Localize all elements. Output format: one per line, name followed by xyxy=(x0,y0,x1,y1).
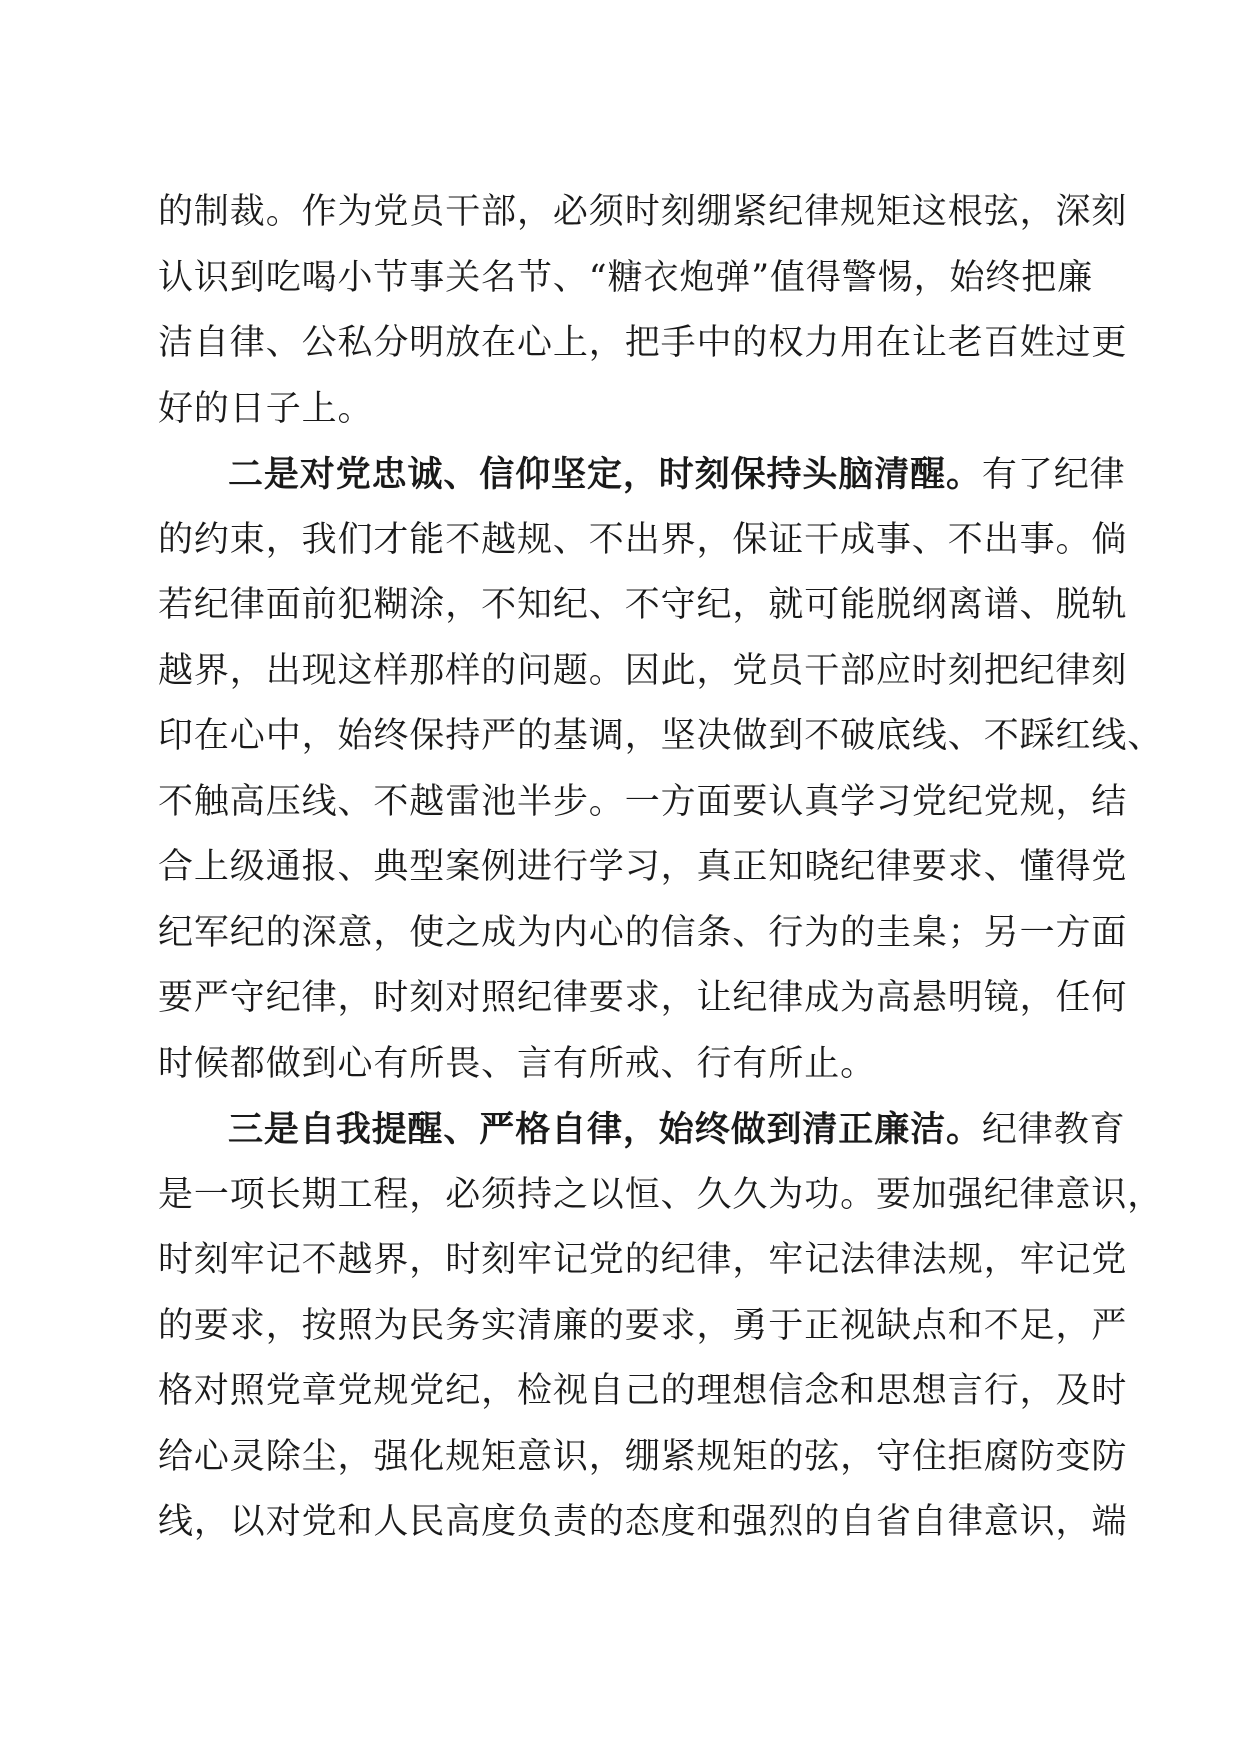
paragraph-2-first-line xyxy=(158,442,1126,508)
paragraph-1-line: 的制裁。作为党员干部，必须时刻绷紧纪律规矩这根弦，深刻 xyxy=(158,192,1128,232)
paragraph-2-heading: 二是对党忠诚、信仰坚定，时刻保持头脑清醒。 xyxy=(228,454,982,495)
paragraph-3-line: 是一项长期工程，必须持之以恒、久久为功。要加强纪律意识， xyxy=(158,1174,1164,1215)
paragraph-2-line: 纪军纪的深意，使之成为内心的信条、行为的圭臬；另一方面 xyxy=(158,912,1128,953)
paragraph-2-line: 越界，出现这样那样的问题。因此，党员干部应时刻把纪律刻 xyxy=(158,650,1128,691)
paragraph-3-line: 线，以对党和人民高度负责的态度和强烈的自省自律意识，端 xyxy=(158,1502,1128,1542)
paragraph-3-line: 的要求，按照为民务实清廉的要求，勇于正视缺点和不足，严 xyxy=(158,1305,1128,1346)
paragraph-1-line: 洁自律、公私分明放在心上，把手中的权力用在让老百姓过更 xyxy=(158,323,1128,363)
paragraph-3-line: 时刻牢记不越界，时刻牢记党的纪律，牢记法律法规，牢记党 xyxy=(158,1240,1128,1280)
paragraph-3-heading: 三是自我提醒、严格自律，始终做到清正廉洁。 xyxy=(228,1109,982,1150)
paragraph-1 xyxy=(158,180,1128,442)
paragraph-2-line: 若纪律面前犯糊涂，不知纪、不守纪，就可能脱纲离谱、脱轨 xyxy=(158,585,1128,625)
paragraph-2 xyxy=(158,442,1164,1097)
paragraph-2-line: 印在心中，始终保持严的基调，坚决做到不破底线、不踩红线、 xyxy=(158,716,1164,756)
paragraph-2-first-line-text: 有了纪律 xyxy=(981,455,1126,495)
paragraph-3 xyxy=(158,1097,1164,1556)
paragraph-2-line: 要严守纪律，时刻对照纪律要求，让纪律成为高悬明镜，任何 xyxy=(158,978,1128,1018)
paragraph-2-line: 的约束，我们才能不越规、不出界，保证干成事、不出事。倘 xyxy=(158,519,1128,560)
paragraph-1-line: 好的日子上。 xyxy=(158,388,374,429)
paragraph-1-line: 认识到吃喝小节事关名节、“糖衣炮弹”值得警惕，始终把廉 xyxy=(158,257,1094,298)
paragraph-3-first-line xyxy=(158,1097,1126,1163)
paragraph-2-line: 不触高压线、不越雷池半步。一方面要认真学习党纪党规，结 xyxy=(158,781,1128,822)
paragraph-2-line: 合上级通报、典型案例进行学习，真正知晓纪律要求、懂得党 xyxy=(158,847,1128,887)
paragraph-3-line: 格对照党章党规党纪，检视自己的理想信念和思想言行，及时 xyxy=(158,1371,1128,1411)
paragraph-3-line: 给心灵除尘，强化规矩意识，绷紧规矩的弦，守住拒腐防变防 xyxy=(158,1436,1128,1477)
paragraph-2-line: 时候都做到心有所畏、言有所戒、行有所止。 xyxy=(158,1043,877,1084)
paragraph-3-first-line-text: 纪律教育 xyxy=(981,1110,1126,1150)
